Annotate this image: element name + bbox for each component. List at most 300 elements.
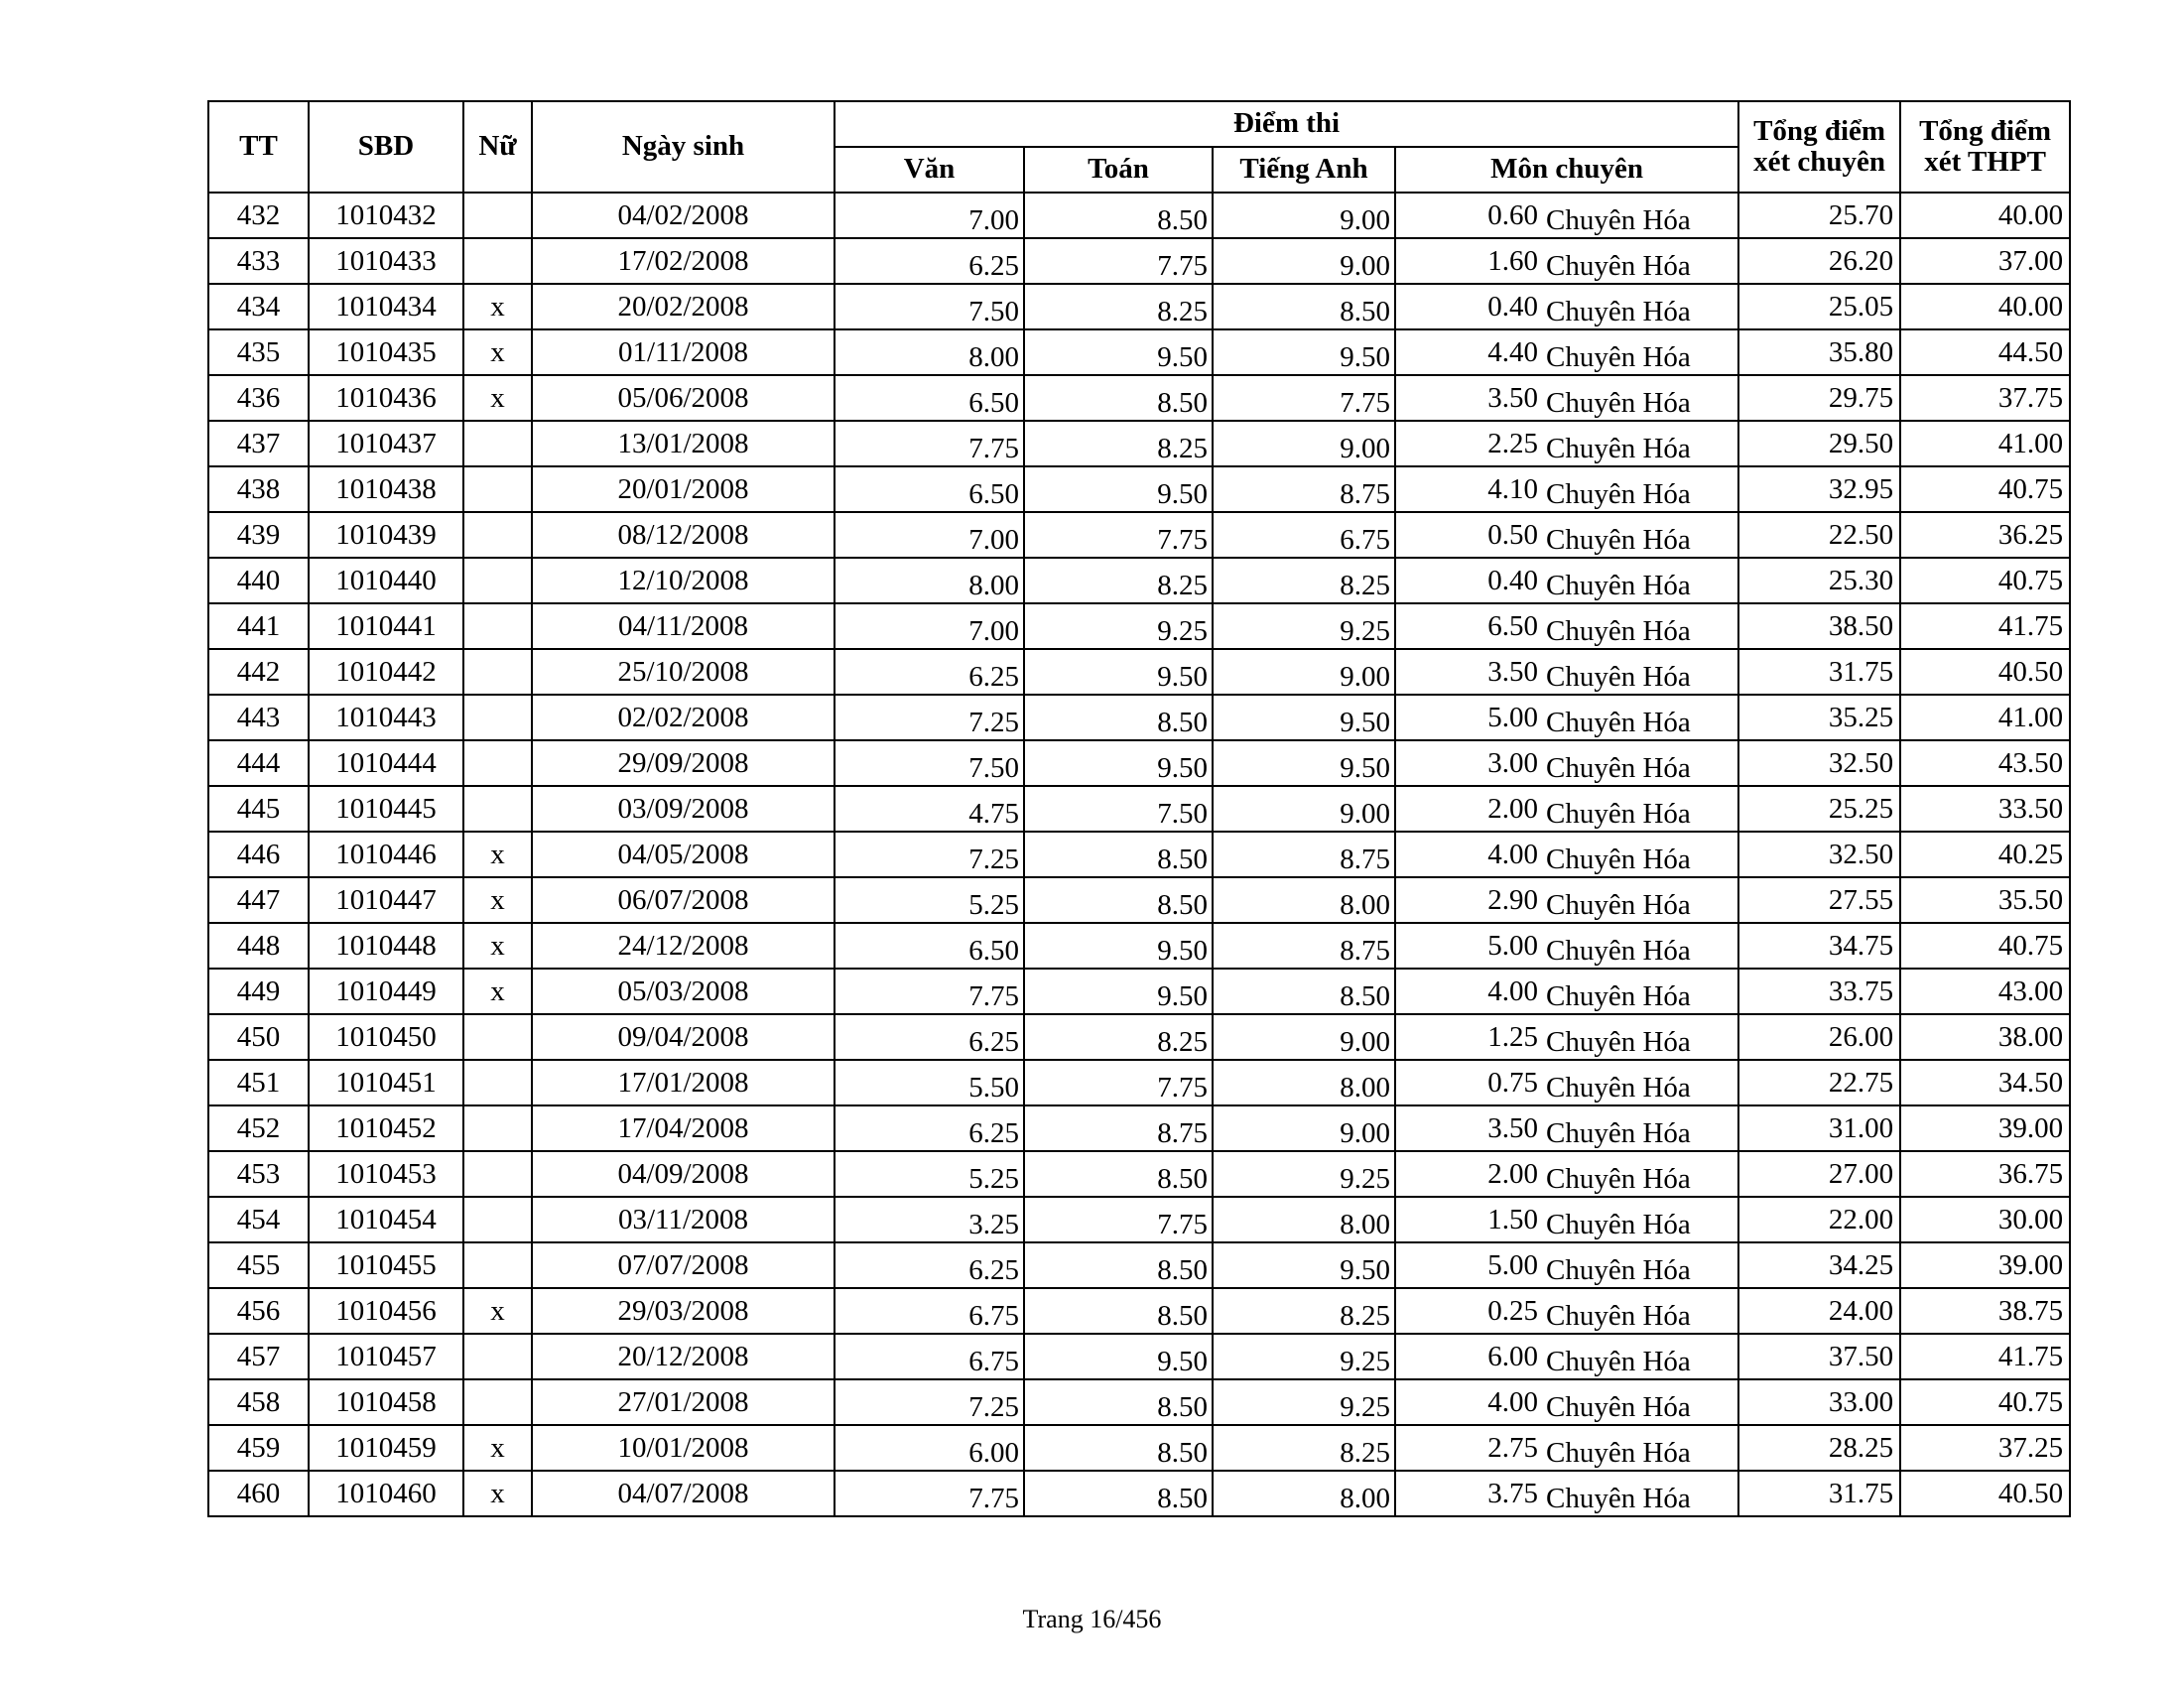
cell-diem-chuyen: 6.50	[1395, 603, 1543, 649]
cell-nu	[463, 695, 532, 740]
cell-mon-chuyen: Chuyên Hóa	[1543, 1425, 1738, 1471]
cell-diem-chuyen: 3.50	[1395, 649, 1543, 695]
cell-sbd: 1010455	[309, 1242, 463, 1288]
cell-van: 6.75	[835, 1288, 1024, 1334]
cell-tong-diem-xet-chuyen: 22.75	[1738, 1060, 1900, 1105]
cell-ngay-sinh: 06/07/2008	[532, 877, 835, 923]
cell-tong-diem-xet-thpt: 40.00	[1900, 193, 2070, 238]
cell-tong-diem-xet-thpt: 36.75	[1900, 1151, 2070, 1197]
cell-van: 7.00	[835, 193, 1024, 238]
header-tieng-anh: Tiếng Anh	[1213, 147, 1395, 193]
cell-tong-diem-xet-chuyen: 33.00	[1738, 1379, 1900, 1425]
cell-van: 6.75	[835, 1334, 1024, 1379]
header-sbd: SBD	[309, 101, 463, 193]
cell-diem-chuyen: 1.60	[1395, 238, 1543, 284]
cell-tieng-anh: 8.50	[1213, 969, 1395, 1014]
cell-sbd: 1010449	[309, 969, 463, 1014]
cell-tong-diem-xet-thpt: 33.50	[1900, 786, 2070, 832]
cell-tong-diem-xet-chuyen: 35.80	[1738, 329, 1900, 375]
cell-van: 3.25	[835, 1197, 1024, 1242]
cell-mon-chuyen: Chuyên Hóa	[1543, 238, 1738, 284]
header-tong-diem-xet-chuyen	[1738, 101, 1900, 193]
cell-diem-chuyen: 3.75	[1395, 1471, 1543, 1516]
table-row	[208, 1242, 2070, 1288]
table-row	[208, 512, 2070, 558]
cell-mon-chuyen: Chuyên Hóa	[1543, 923, 1738, 969]
cell-tt: 438	[208, 466, 309, 512]
cell-tt: 451	[208, 1060, 309, 1105]
cell-nu	[463, 786, 532, 832]
cell-tong-diem-xet-chuyen: 33.75	[1738, 969, 1900, 1014]
cell-tong-diem-xet-chuyen: 31.75	[1738, 1471, 1900, 1516]
cell-tong-diem-xet-chuyen: 25.25	[1738, 786, 1900, 832]
cell-tong-diem-xet-chuyen: 34.25	[1738, 1242, 1900, 1288]
cell-toan: 9.25	[1024, 603, 1213, 649]
cell-van: 8.00	[835, 558, 1024, 603]
table-row	[208, 329, 2070, 375]
cell-ngay-sinh: 01/11/2008	[532, 329, 835, 375]
cell-toan: 9.50	[1024, 923, 1213, 969]
cell-ngay-sinh: 29/09/2008	[532, 740, 835, 786]
cell-van: 6.25	[835, 1105, 1024, 1151]
cell-diem-chuyen: 4.40	[1395, 329, 1543, 375]
header-van: Văn	[835, 147, 1024, 193]
cell-van: 7.00	[835, 603, 1024, 649]
cell-tt: 452	[208, 1105, 309, 1151]
cell-tong-diem-xet-chuyen: 26.00	[1738, 1014, 1900, 1060]
cell-tong-diem-xet-thpt: 35.50	[1900, 877, 2070, 923]
cell-sbd: 1010432	[309, 193, 463, 238]
table-row	[208, 421, 2070, 466]
cell-mon-chuyen: Chuyên Hóa	[1543, 786, 1738, 832]
cell-sbd: 1010452	[309, 1105, 463, 1151]
cell-nu	[463, 740, 532, 786]
cell-ngay-sinh: 27/01/2008	[532, 1379, 835, 1425]
table-row	[208, 832, 2070, 877]
cell-nu: x	[463, 1425, 532, 1471]
cell-toan: 8.25	[1024, 284, 1213, 329]
cell-sbd: 1010434	[309, 284, 463, 329]
cell-nu: x	[463, 284, 532, 329]
cell-van: 7.50	[835, 740, 1024, 786]
cell-tong-diem-xet-chuyen: 38.50	[1738, 603, 1900, 649]
cell-toan: 8.50	[1024, 1151, 1213, 1197]
cell-tieng-anh: 6.75	[1213, 512, 1395, 558]
cell-sbd: 1010460	[309, 1471, 463, 1516]
cell-nu	[463, 1060, 532, 1105]
cell-tong-diem-xet-thpt: 39.00	[1900, 1105, 2070, 1151]
cell-tong-diem-xet-thpt: 38.00	[1900, 1014, 2070, 1060]
cell-nu: x	[463, 1288, 532, 1334]
table-row	[208, 284, 2070, 329]
cell-tt: 439	[208, 512, 309, 558]
cell-tieng-anh: 9.00	[1213, 421, 1395, 466]
cell-tong-diem-xet-thpt: 41.00	[1900, 421, 2070, 466]
table-row	[208, 1060, 2070, 1105]
cell-tt: 455	[208, 1242, 309, 1288]
cell-ngay-sinh: 07/07/2008	[532, 1242, 835, 1288]
cell-sbd: 1010442	[309, 649, 463, 695]
cell-toan: 8.50	[1024, 375, 1213, 421]
cell-nu	[463, 1105, 532, 1151]
cell-van: 8.00	[835, 329, 1024, 375]
cell-tieng-anh: 9.00	[1213, 1105, 1395, 1151]
cell-mon-chuyen: Chuyên Hóa	[1543, 1288, 1738, 1334]
cell-ngay-sinh: 17/02/2008	[532, 238, 835, 284]
cell-sbd: 1010451	[309, 1060, 463, 1105]
cell-mon-chuyen: Chuyên Hóa	[1543, 695, 1738, 740]
cell-van: 5.50	[835, 1060, 1024, 1105]
cell-sbd: 1010440	[309, 558, 463, 603]
cell-tong-diem-xet-chuyen: 27.00	[1738, 1151, 1900, 1197]
cell-tong-diem-xet-thpt: 41.75	[1900, 603, 2070, 649]
table-row	[208, 1425, 2070, 1471]
cell-mon-chuyen: Chuyên Hóa	[1543, 603, 1738, 649]
table-row	[208, 969, 2070, 1014]
cell-tong-diem-xet-thpt: 38.75	[1900, 1288, 2070, 1334]
cell-mon-chuyen: Chuyên Hóa	[1543, 421, 1738, 466]
cell-nu: x	[463, 375, 532, 421]
cell-tieng-anh: 9.00	[1213, 786, 1395, 832]
cell-tong-diem-xet-thpt: 41.00	[1900, 695, 2070, 740]
cell-sbd: 1010444	[309, 740, 463, 786]
cell-tt: 457	[208, 1334, 309, 1379]
cell-tt: 443	[208, 695, 309, 740]
cell-sbd: 1010459	[309, 1425, 463, 1471]
cell-tong-diem-xet-thpt: 40.75	[1900, 923, 2070, 969]
cell-nu	[463, 1334, 532, 1379]
cell-sbd: 1010454	[309, 1197, 463, 1242]
cell-nu: x	[463, 329, 532, 375]
cell-toan: 8.25	[1024, 558, 1213, 603]
header-tong-diem-xet-thpt-line2: xét THPT	[1924, 146, 2046, 178]
cell-tong-diem-xet-chuyen: 37.50	[1738, 1334, 1900, 1379]
cell-toan: 7.75	[1024, 1197, 1213, 1242]
cell-diem-chuyen: 2.90	[1395, 877, 1543, 923]
cell-tt: 453	[208, 1151, 309, 1197]
cell-mon-chuyen: Chuyên Hóa	[1543, 329, 1738, 375]
cell-nu: x	[463, 832, 532, 877]
cell-tieng-anh: 9.50	[1213, 695, 1395, 740]
cell-nu: x	[463, 877, 532, 923]
cell-tong-diem-xet-thpt: 40.75	[1900, 466, 2070, 512]
table-row	[208, 1014, 2070, 1060]
cell-van: 7.00	[835, 512, 1024, 558]
table-row	[208, 786, 2070, 832]
cell-tt: 458	[208, 1379, 309, 1425]
cell-sbd: 1010457	[309, 1334, 463, 1379]
cell-toan: 8.50	[1024, 1471, 1213, 1516]
cell-tt: 449	[208, 969, 309, 1014]
cell-ngay-sinh: 24/12/2008	[532, 923, 835, 969]
cell-toan: 8.75	[1024, 1105, 1213, 1151]
cell-ngay-sinh: 03/09/2008	[532, 786, 835, 832]
cell-mon-chuyen: Chuyên Hóa	[1543, 740, 1738, 786]
cell-nu: x	[463, 969, 532, 1014]
cell-tt: 459	[208, 1425, 309, 1471]
cell-van: 4.75	[835, 786, 1024, 832]
cell-ngay-sinh: 10/01/2008	[532, 1425, 835, 1471]
cell-tt: 446	[208, 832, 309, 877]
cell-tieng-anh: 8.00	[1213, 1060, 1395, 1105]
table-row	[208, 1151, 2070, 1197]
cell-tong-diem-xet-chuyen: 27.55	[1738, 877, 1900, 923]
cell-mon-chuyen: Chuyên Hóa	[1543, 969, 1738, 1014]
cell-diem-chuyen: 4.10	[1395, 466, 1543, 512]
cell-diem-chuyen: 2.00	[1395, 1151, 1543, 1197]
table-row	[208, 193, 2070, 238]
cell-ngay-sinh: 05/06/2008	[532, 375, 835, 421]
cell-van: 6.00	[835, 1425, 1024, 1471]
cell-sbd: 1010438	[309, 466, 463, 512]
cell-diem-chuyen: 0.60	[1395, 193, 1543, 238]
cell-ngay-sinh: 09/04/2008	[532, 1014, 835, 1060]
cell-diem-chuyen: 5.00	[1395, 695, 1543, 740]
cell-ngay-sinh: 04/05/2008	[532, 832, 835, 877]
score-table	[207, 100, 2071, 1517]
cell-toan: 8.25	[1024, 421, 1213, 466]
cell-tieng-anh: 8.75	[1213, 832, 1395, 877]
cell-diem-chuyen: 5.00	[1395, 1242, 1543, 1288]
cell-mon-chuyen: Chuyên Hóa	[1543, 1197, 1738, 1242]
header-tong-diem-xet-thpt	[1900, 101, 2070, 193]
cell-tong-diem-xet-chuyen: 29.50	[1738, 421, 1900, 466]
cell-tt: 436	[208, 375, 309, 421]
cell-van: 6.50	[835, 375, 1024, 421]
header-mon-chuyen: Môn chuyên	[1395, 147, 1738, 193]
cell-diem-chuyen: 0.40	[1395, 558, 1543, 603]
cell-toan: 9.50	[1024, 969, 1213, 1014]
cell-sbd: 1010458	[309, 1379, 463, 1425]
table-row	[208, 740, 2070, 786]
cell-tt: 460	[208, 1471, 309, 1516]
cell-tong-diem-xet-chuyen: 28.25	[1738, 1425, 1900, 1471]
cell-mon-chuyen: Chuyên Hóa	[1543, 284, 1738, 329]
cell-tong-diem-xet-chuyen: 32.50	[1738, 832, 1900, 877]
cell-sbd: 1010433	[309, 238, 463, 284]
cell-diem-chuyen: 0.75	[1395, 1060, 1543, 1105]
cell-tong-diem-xet-thpt: 37.75	[1900, 375, 2070, 421]
cell-tt: 444	[208, 740, 309, 786]
cell-toan: 9.50	[1024, 466, 1213, 512]
cell-nu	[463, 1151, 532, 1197]
cell-ngay-sinh: 03/11/2008	[532, 1197, 835, 1242]
cell-tong-diem-xet-thpt: 40.50	[1900, 649, 2070, 695]
table-row	[208, 695, 2070, 740]
cell-van: 7.75	[835, 969, 1024, 1014]
table-row	[208, 1197, 2070, 1242]
cell-tong-diem-xet-thpt: 34.50	[1900, 1060, 2070, 1105]
cell-ngay-sinh: 04/02/2008	[532, 193, 835, 238]
cell-toan: 8.50	[1024, 1288, 1213, 1334]
cell-diem-chuyen: 1.25	[1395, 1014, 1543, 1060]
cell-sbd: 1010443	[309, 695, 463, 740]
table-row	[208, 466, 2070, 512]
cell-toan: 8.50	[1024, 1425, 1213, 1471]
cell-van: 7.75	[835, 421, 1024, 466]
header-tt: TT	[208, 101, 309, 193]
cell-tong-diem-xet-chuyen: 25.70	[1738, 193, 1900, 238]
cell-toan: 9.50	[1024, 1334, 1213, 1379]
cell-tieng-anh: 9.50	[1213, 740, 1395, 786]
cell-tt: 456	[208, 1288, 309, 1334]
cell-ngay-sinh: 17/04/2008	[532, 1105, 835, 1151]
cell-diem-chuyen: 3.00	[1395, 740, 1543, 786]
header-diem-thi: Điểm thi	[835, 101, 1738, 147]
table-row	[208, 603, 2070, 649]
table-row	[208, 877, 2070, 923]
cell-nu: x	[463, 923, 532, 969]
cell-tieng-anh: 9.00	[1213, 238, 1395, 284]
cell-ngay-sinh: 02/02/2008	[532, 695, 835, 740]
cell-mon-chuyen: Chuyên Hóa	[1543, 1379, 1738, 1425]
cell-tong-diem-xet-thpt: 40.25	[1900, 832, 2070, 877]
cell-tt: 448	[208, 923, 309, 969]
cell-tieng-anh: 9.25	[1213, 603, 1395, 649]
cell-diem-chuyen: 0.50	[1395, 512, 1543, 558]
cell-toan: 8.50	[1024, 193, 1213, 238]
cell-mon-chuyen: Chuyên Hóa	[1543, 1105, 1738, 1151]
cell-tong-diem-xet-chuyen: 31.00	[1738, 1105, 1900, 1151]
cell-tong-diem-xet-thpt: 43.50	[1900, 740, 2070, 786]
cell-tong-diem-xet-thpt: 41.75	[1900, 1334, 2070, 1379]
cell-van: 7.50	[835, 284, 1024, 329]
cell-mon-chuyen: Chuyên Hóa	[1543, 1242, 1738, 1288]
cell-ngay-sinh: 05/03/2008	[532, 969, 835, 1014]
header-nu: Nữ	[463, 101, 532, 193]
cell-tong-diem-xet-thpt: 36.25	[1900, 512, 2070, 558]
cell-sbd: 1010446	[309, 832, 463, 877]
cell-van: 6.25	[835, 1014, 1024, 1060]
cell-diem-chuyen: 6.00	[1395, 1334, 1543, 1379]
cell-tong-diem-xet-chuyen: 32.95	[1738, 466, 1900, 512]
cell-diem-chuyen: 2.75	[1395, 1425, 1543, 1471]
cell-diem-chuyen: 0.25	[1395, 1288, 1543, 1334]
cell-van: 7.75	[835, 1471, 1024, 1516]
cell-tong-diem-xet-thpt: 43.00	[1900, 969, 2070, 1014]
cell-van: 6.25	[835, 649, 1024, 695]
cell-ngay-sinh: 08/12/2008	[532, 512, 835, 558]
cell-sbd: 1010439	[309, 512, 463, 558]
cell-sbd: 1010450	[309, 1014, 463, 1060]
table-row	[208, 238, 2070, 284]
cell-tong-diem-xet-chuyen: 35.25	[1738, 695, 1900, 740]
cell-tieng-anh: 8.75	[1213, 923, 1395, 969]
cell-nu	[463, 466, 532, 512]
cell-van: 6.50	[835, 466, 1024, 512]
cell-tieng-anh: 9.25	[1213, 1334, 1395, 1379]
cell-ngay-sinh: 17/01/2008	[532, 1060, 835, 1105]
cell-sbd: 1010448	[309, 923, 463, 969]
cell-diem-chuyen: 0.40	[1395, 284, 1543, 329]
cell-sbd: 1010447	[309, 877, 463, 923]
cell-ngay-sinh: 04/07/2008	[532, 1471, 835, 1516]
cell-tt: 441	[208, 603, 309, 649]
header-toan: Toán	[1024, 147, 1213, 193]
cell-sbd: 1010456	[309, 1288, 463, 1334]
cell-tong-diem-xet-chuyen: 29.75	[1738, 375, 1900, 421]
cell-diem-chuyen: 3.50	[1395, 375, 1543, 421]
cell-tieng-anh: 8.25	[1213, 558, 1395, 603]
cell-tong-diem-xet-chuyen: 26.20	[1738, 238, 1900, 284]
cell-van: 5.25	[835, 877, 1024, 923]
cell-toan: 7.75	[1024, 1060, 1213, 1105]
cell-mon-chuyen: Chuyên Hóa	[1543, 375, 1738, 421]
cell-tong-diem-xet-chuyen: 32.50	[1738, 740, 1900, 786]
cell-tt: 433	[208, 238, 309, 284]
header-tong-diem-xet-chuyen-line1: Tổng điểm	[1753, 114, 1886, 147]
cell-mon-chuyen: Chuyên Hóa	[1543, 1471, 1738, 1516]
cell-tieng-anh: 9.00	[1213, 649, 1395, 695]
cell-toan: 8.50	[1024, 1379, 1213, 1425]
cell-mon-chuyen: Chuyên Hóa	[1543, 649, 1738, 695]
cell-tt: 432	[208, 193, 309, 238]
table-row	[208, 1105, 2070, 1151]
cell-nu	[463, 1014, 532, 1060]
cell-tieng-anh: 9.00	[1213, 193, 1395, 238]
cell-diem-chuyen: 3.50	[1395, 1105, 1543, 1151]
header-tong-diem-xet-thpt-line1: Tổng điểm	[1919, 114, 2052, 147]
cell-van: 6.50	[835, 923, 1024, 969]
cell-van: 7.25	[835, 695, 1024, 740]
table-body	[208, 193, 2070, 1516]
cell-tong-diem-xet-chuyen: 22.50	[1738, 512, 1900, 558]
cell-tong-diem-xet-thpt: 40.50	[1900, 1471, 2070, 1516]
cell-van: 5.25	[835, 1151, 1024, 1197]
cell-nu	[463, 603, 532, 649]
cell-mon-chuyen: Chuyên Hóa	[1543, 193, 1738, 238]
cell-tong-diem-xet-thpt: 44.50	[1900, 329, 2070, 375]
cell-toan: 9.50	[1024, 329, 1213, 375]
cell-tong-diem-xet-chuyen: 25.05	[1738, 284, 1900, 329]
cell-diem-chuyen: 4.00	[1395, 969, 1543, 1014]
cell-tong-diem-xet-thpt: 40.75	[1900, 558, 2070, 603]
cell-ngay-sinh: 20/01/2008	[532, 466, 835, 512]
cell-ngay-sinh: 04/09/2008	[532, 1151, 835, 1197]
cell-sbd: 1010441	[309, 603, 463, 649]
cell-sbd: 1010436	[309, 375, 463, 421]
cell-ngay-sinh: 25/10/2008	[532, 649, 835, 695]
cell-mon-chuyen: Chuyên Hóa	[1543, 832, 1738, 877]
table-row	[208, 1288, 2070, 1334]
cell-nu	[463, 512, 532, 558]
cell-tt: 454	[208, 1197, 309, 1242]
cell-toan: 8.25	[1024, 1014, 1213, 1060]
cell-tieng-anh: 7.75	[1213, 375, 1395, 421]
cell-tieng-anh: 9.50	[1213, 329, 1395, 375]
cell-diem-chuyen: 2.25	[1395, 421, 1543, 466]
cell-tt: 447	[208, 877, 309, 923]
cell-tt: 437	[208, 421, 309, 466]
cell-tt: 440	[208, 558, 309, 603]
cell-tong-diem-xet-chuyen: 31.75	[1738, 649, 1900, 695]
cell-tong-diem-xet-chuyen: 24.00	[1738, 1288, 1900, 1334]
cell-mon-chuyen: Chuyên Hóa	[1543, 512, 1738, 558]
cell-tieng-anh: 8.00	[1213, 1471, 1395, 1516]
cell-tieng-anh: 8.50	[1213, 284, 1395, 329]
cell-tieng-anh: 9.50	[1213, 1242, 1395, 1288]
cell-van: 7.25	[835, 832, 1024, 877]
table-row	[208, 649, 2070, 695]
cell-toan: 8.50	[1024, 1242, 1213, 1288]
cell-tt: 435	[208, 329, 309, 375]
page-number: Trang 16/456	[1022, 1605, 1162, 1633]
cell-tong-diem-xet-chuyen: 25.30	[1738, 558, 1900, 603]
cell-tieng-anh: 9.25	[1213, 1379, 1395, 1425]
cell-toan: 8.50	[1024, 695, 1213, 740]
table-row	[208, 1471, 2070, 1516]
cell-tieng-anh: 8.00	[1213, 877, 1395, 923]
